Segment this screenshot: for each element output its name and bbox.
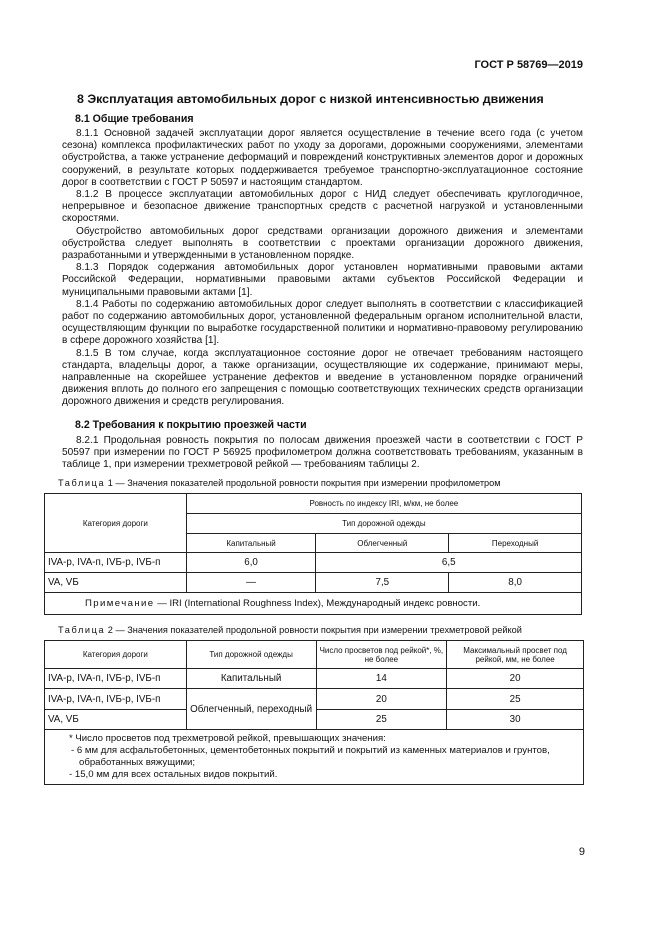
paragraph: 8.1.1 Основной задачей эксплуатации дорог является осуществление в течение всего года (с учетом сезона) комплекса профилактических работ по уходу за дорогами, дорожными сооружениями, элементами обустройства, а также устранение деформаций и повреждений конструктивных элементов дорог и дорожных сооружений, в результате которых поддерживается требуемое транспортно-эксплуатационное состояние дорог в соответствии с ГОСТ Р 50597 и настоящим стандартом. (62, 128, 583, 188)
table-header-cell: Тип дорожной одежды (186, 641, 316, 669)
table-cell: 6,0 (186, 553, 316, 573)
table-cell: Капитальный (186, 669, 316, 689)
page-content (48, 92, 583, 785)
note-label: Примечание (85, 598, 155, 610)
paragraph: 8.1.5 В том случае, когда эксплуатационное состояние дорог не отвечает требованиям настоящего стандарта, владельцы дорог, а также организации, осуществляющие их содержание, принимают меры, направленные на скорейшее устранение дефектов и введение в установленном порядке ограничений движения вплоть до полного его запрещения с помощью соответствующих технических средств организации дорожного движения и средств регулирования. (62, 347, 583, 408)
table-cell: 6,5 (316, 553, 582, 573)
table-caption (58, 625, 583, 636)
table-label: Таблица (58, 478, 106, 489)
table-row (45, 689, 584, 710)
table-header-cell: Число просветов под рейкой*, %, не более (316, 641, 447, 669)
paragraph: 8.1.2 В процессе эксплуатации автомобильных дорог с НИД следует обеспечивать круглогодичное, непрерывное и безопасное движение транспортных средств с расчетной нагрузкой и установленными скоростями. (62, 189, 583, 225)
table-cell: IVA-р, IVA-п, IVБ-р, IVБ-п (45, 689, 187, 710)
table-header-cell: Категория дороги (45, 641, 187, 669)
footnote-line: - 6 мм для асфальтобетонных, цементобетонных покрытий и покрытий из каменных материалов и грунтов, обработанных вяжущими; (71, 745, 550, 769)
table-note (45, 593, 582, 615)
table-cell: — (186, 573, 316, 593)
table-caption-text: 1 — Значения показателей продольной ровности покрытия при измерении профилометром (107, 478, 501, 489)
table-header-cell: Переходный (449, 534, 582, 553)
document-header: ГОСТ Р 58769—2019 (474, 59, 583, 71)
table-header-cell: Капитальный (186, 534, 316, 553)
table-row (45, 573, 582, 593)
page-number: 9 (578, 846, 585, 858)
paragraph: 8.2.1 Продольная ровность покрытия по полосам движения проезжей части в соответствии с ГОСТ Р 50597 при измерении по ГОСТ Р 56925 профилометром должна соответствовать требованиям, указанным в таблице 1, при измерении трехметровой рейкой — требованиям таблицы 2. (62, 434, 583, 471)
table-cell: 20 (316, 689, 447, 710)
table-row (45, 553, 582, 573)
table-footnote (45, 730, 584, 785)
subsection-title: 8.1 Общие требования (75, 113, 194, 125)
table-header-cell: Ровность по индексу IRI, м/км, не более (186, 494, 581, 514)
subsection-title: 8.2 Требования к покрытию проезжей части (75, 418, 307, 431)
paragraph: 8.1.3 Порядок содержания автомобильных дорог установлен нормативными правовыми актами Российской Федерации, нормативными правовыми актами субъектов Российской Федерации и муниципальными правовыми актами [1]. (62, 262, 583, 298)
paragraph: Обустройство автомобильных дорог средствами организации дорожного движения и элементами обустройства следует выполнять в соответствии с проектами организации дорожного движения, разработанными и утвержденными в установленном порядке. (62, 225, 583, 262)
table-header-cell: Облегченный (316, 534, 449, 553)
table-cell: 25 (447, 689, 584, 710)
table-cell: IVA-р, IVA-п, IVБ-р, IVБ-п (45, 669, 187, 689)
table-row (45, 669, 584, 689)
table-2 (44, 640, 584, 785)
table-cell: 25 (316, 710, 447, 730)
table-cell: 20 (447, 669, 584, 689)
table-cell: 8,0 (449, 573, 582, 593)
table-header-cell: Максимальный просвет под рейкой, мм, не более (447, 641, 584, 669)
paragraph: 8.1.4 Работы по содержанию автомобильных дорог следует выполнять в соответствии с классификацией работ по содержанию автомобильных дорог, установленной федеральным органом исполнительной власти, осуществляющим функции по выработке государственной политики и нормативно-правовому регулированию в сфере дорожного хозяйства [1]. (62, 298, 583, 347)
table-cell: IVA-р, IVA-п, IVБ-р, IVБ-п (45, 553, 187, 573)
section-title: 8 Эксплуатация автомобильных дорог с низкой интенсивностью движения (77, 92, 544, 106)
table-label: Таблица (58, 625, 106, 636)
footnote-line: - 15,0 мм для всех остальных видов покрытий. (69, 769, 278, 781)
table-caption-text: 2 — Значения показателей продольной ровности покрытия при измерении трехметровой рейкой (107, 625, 522, 636)
table-1 (44, 493, 582, 615)
table-cell: 14 (316, 669, 447, 689)
table-cell: Облегченный, переходный (186, 689, 316, 730)
table-header-cell: Категория дороги (45, 494, 187, 553)
table-caption (58, 478, 583, 489)
table-header-cell: Тип дорожной одежды (186, 514, 581, 534)
table-cell: 7,5 (316, 573, 449, 593)
table-cell: VA, VБ (45, 573, 187, 593)
footnote-line: * Число просветов под трехметровой рейкой, превышающих значения: (69, 733, 386, 745)
table-cell: VA, VБ (45, 710, 187, 730)
table-cell: 30 (447, 710, 584, 730)
note-text: — IRI (International Roughness Index), Международный индекс ровности. (154, 598, 481, 610)
